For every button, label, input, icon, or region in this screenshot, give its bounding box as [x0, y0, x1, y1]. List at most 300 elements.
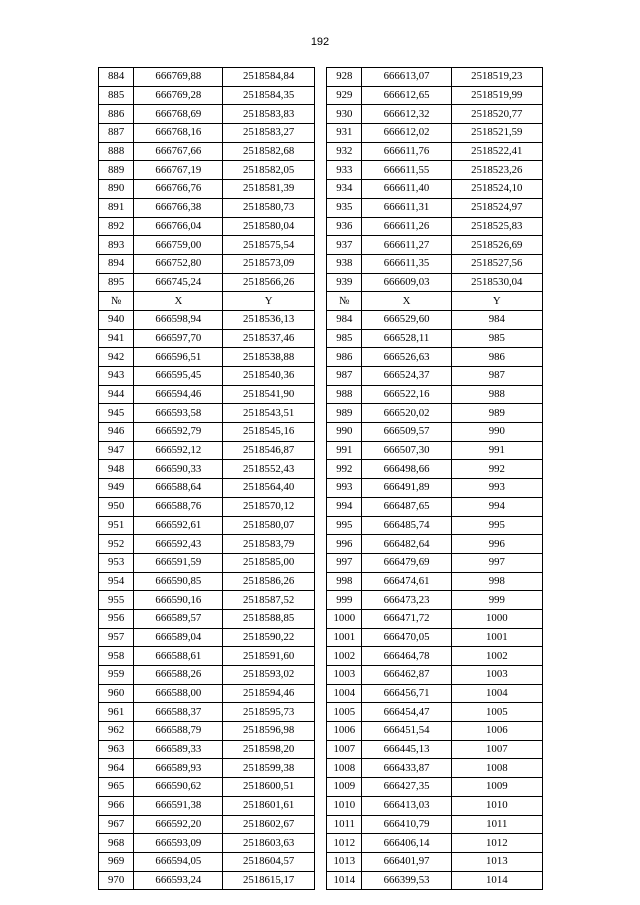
- left-x-coordinate-cell: 666745,24: [134, 273, 223, 292]
- right-point-number-cell: 1010: [327, 796, 362, 815]
- right-point-number-cell: 1013: [327, 852, 362, 871]
- right-point-number-cell: 1012: [327, 834, 362, 853]
- column-gap: [314, 778, 326, 797]
- right-point-number-cell: 1006: [327, 722, 362, 741]
- left-point-number-cell: 959: [99, 666, 134, 685]
- left-x-coordinate-cell: 666759,00: [134, 236, 223, 255]
- right-x-coordinate-cell: 666474,61: [362, 572, 451, 591]
- column-gap: [314, 852, 326, 871]
- table-row: [99, 217, 543, 236]
- left-y-coordinate-cell: 2518586,26: [223, 572, 314, 591]
- left-y-coordinate-cell: 2518546,87: [223, 441, 314, 460]
- left-point-number-cell: 952: [99, 535, 134, 554]
- left-y-coordinate-cell: 2518583,27: [223, 124, 314, 143]
- right-y-coordinate-cell: 986: [451, 348, 542, 367]
- left-y-coordinate-cell: 2518591,60: [223, 647, 314, 666]
- table-row: [99, 105, 543, 124]
- right-y-coordinate-cell: 996: [451, 535, 542, 554]
- column-gap: [314, 68, 326, 87]
- left-x-coordinate-cell: 666767,66: [134, 142, 223, 161]
- table-row: [99, 778, 543, 797]
- right-y-coordinate-cell: 995: [451, 516, 542, 535]
- table-row: [99, 142, 543, 161]
- left-y-coordinate-cell: 2518580,04: [223, 217, 314, 236]
- right-x-coordinate-cell: 666611,55: [362, 161, 451, 180]
- left-y-coordinate-cell: 2518582,68: [223, 142, 314, 161]
- column-gap: [314, 180, 326, 199]
- column-gap: [314, 684, 326, 703]
- right-point-number-cell: 938: [327, 254, 362, 273]
- left-point-number-cell: 945: [99, 404, 134, 423]
- left-y-coordinate-cell: 2518575,54: [223, 236, 314, 255]
- left-x-coordinate-cell: 666598,94: [134, 310, 223, 329]
- left-x-coordinate-cell: X: [134, 292, 223, 311]
- left-x-coordinate-cell: 666593,58: [134, 404, 223, 423]
- right-point-number-cell: 1014: [327, 871, 362, 890]
- left-point-number-cell: 958: [99, 647, 134, 666]
- right-y-coordinate-cell: 993: [451, 479, 542, 498]
- column-gap: [314, 628, 326, 647]
- column-gap: [314, 124, 326, 143]
- table-row: [99, 254, 543, 273]
- right-y-coordinate-cell: 1009: [451, 778, 542, 797]
- left-point-number-cell: 888: [99, 142, 134, 161]
- right-y-coordinate-cell: 2518525,83: [451, 217, 542, 236]
- right-point-number-cell: 996: [327, 535, 362, 554]
- right-y-coordinate-cell: 999: [451, 591, 542, 610]
- right-point-number-cell: №: [327, 292, 362, 311]
- right-y-coordinate-cell: 1012: [451, 834, 542, 853]
- column-gap: [314, 217, 326, 236]
- right-x-coordinate-cell: 666482,64: [362, 535, 451, 554]
- page-number: 192: [310, 36, 330, 48]
- left-y-coordinate-cell: 2518599,38: [223, 759, 314, 778]
- left-y-coordinate-cell: 2518580,73: [223, 198, 314, 217]
- right-y-coordinate-cell: 2518530,04: [451, 273, 542, 292]
- left-y-coordinate-cell: 2518601,61: [223, 796, 314, 815]
- left-point-number-cell: 895: [99, 273, 134, 292]
- right-x-coordinate-cell: 666498,66: [362, 460, 451, 479]
- left-point-number-cell: 951: [99, 516, 134, 535]
- left-x-coordinate-cell: 666769,28: [134, 86, 223, 105]
- right-y-coordinate-cell: 989: [451, 404, 542, 423]
- column-gap: [314, 591, 326, 610]
- right-y-coordinate-cell: 2518523,26: [451, 161, 542, 180]
- right-point-number-cell: 989: [327, 404, 362, 423]
- table-row: [99, 815, 543, 834]
- table-row: [99, 124, 543, 143]
- left-y-coordinate-cell: 2518587,52: [223, 591, 314, 610]
- table-row: [99, 553, 543, 572]
- right-x-coordinate-cell: 666485,74: [362, 516, 451, 535]
- left-point-number-cell: 965: [99, 778, 134, 797]
- left-x-coordinate-cell: 666592,43: [134, 535, 223, 554]
- left-point-number-cell: 966: [99, 796, 134, 815]
- right-x-coordinate-cell: 666487,65: [362, 497, 451, 516]
- left-y-coordinate-cell: 2518604,57: [223, 852, 314, 871]
- column-gap: [314, 759, 326, 778]
- column-gap: [314, 385, 326, 404]
- right-point-number-cell: 931: [327, 124, 362, 143]
- right-x-coordinate-cell: 666529,60: [362, 310, 451, 329]
- left-point-number-cell: 946: [99, 423, 134, 442]
- right-x-coordinate-cell: 666462,87: [362, 666, 451, 685]
- left-y-coordinate-cell: 2518602,67: [223, 815, 314, 834]
- right-x-coordinate-cell: 666464,78: [362, 647, 451, 666]
- right-x-coordinate-cell: 666611,35: [362, 254, 451, 273]
- left-y-coordinate-cell: 2518564,40: [223, 479, 314, 498]
- left-x-coordinate-cell: 666595,45: [134, 367, 223, 386]
- table-row: [99, 497, 543, 516]
- right-point-number-cell: 998: [327, 572, 362, 591]
- right-x-coordinate-cell: 666611,27: [362, 236, 451, 255]
- table-row: [99, 180, 543, 199]
- table-row: [99, 684, 543, 703]
- left-y-coordinate-cell: 2518543,51: [223, 404, 314, 423]
- column-gap: [314, 273, 326, 292]
- left-point-number-cell: 887: [99, 124, 134, 143]
- table-row: [99, 628, 543, 647]
- right-y-coordinate-cell: 1001: [451, 628, 542, 647]
- table-row: [99, 86, 543, 105]
- left-x-coordinate-cell: 666588,00: [134, 684, 223, 703]
- column-gap: [314, 740, 326, 759]
- right-y-coordinate-cell: 1007: [451, 740, 542, 759]
- left-point-number-cell: 892: [99, 217, 134, 236]
- right-point-number-cell: 1001: [327, 628, 362, 647]
- column-gap: [314, 198, 326, 217]
- column-gap: [314, 404, 326, 423]
- left-y-coordinate-cell: 2518600,51: [223, 778, 314, 797]
- right-point-number-cell: 999: [327, 591, 362, 610]
- right-x-coordinate-cell: 666470,05: [362, 628, 451, 647]
- right-point-number-cell: 1007: [327, 740, 362, 759]
- left-x-coordinate-cell: 666589,57: [134, 609, 223, 628]
- left-x-coordinate-cell: 666588,76: [134, 497, 223, 516]
- table-row: [99, 329, 543, 348]
- left-y-coordinate-cell: 2518540,36: [223, 367, 314, 386]
- column-gap: [314, 367, 326, 386]
- table-row: [99, 609, 543, 628]
- right-point-number-cell: 934: [327, 180, 362, 199]
- right-point-number-cell: 997: [327, 553, 362, 572]
- table-row: [99, 292, 543, 311]
- left-x-coordinate-cell: 666594,46: [134, 385, 223, 404]
- left-point-number-cell: 943: [99, 367, 134, 386]
- right-y-coordinate-cell: 2518524,97: [451, 198, 542, 217]
- left-x-coordinate-cell: 666768,16: [134, 124, 223, 143]
- column-gap: [314, 292, 326, 311]
- table-row: [99, 423, 543, 442]
- table-row: [99, 310, 543, 329]
- left-y-coordinate-cell: Y: [223, 292, 314, 311]
- right-point-number-cell: 984: [327, 310, 362, 329]
- right-x-coordinate-cell: 666406,14: [362, 834, 451, 853]
- left-point-number-cell: 948: [99, 460, 134, 479]
- right-point-number-cell: 987: [327, 367, 362, 386]
- right-y-coordinate-cell: 1000: [451, 609, 542, 628]
- left-x-coordinate-cell: 666592,12: [134, 441, 223, 460]
- left-x-coordinate-cell: 666588,37: [134, 703, 223, 722]
- right-y-coordinate-cell: 991: [451, 441, 542, 460]
- right-y-coordinate-cell: 998: [451, 572, 542, 591]
- left-x-coordinate-cell: 666592,61: [134, 516, 223, 535]
- right-x-coordinate-cell: 666611,31: [362, 198, 451, 217]
- table-row: [99, 591, 543, 610]
- right-point-number-cell: 936: [327, 217, 362, 236]
- table-row: [99, 535, 543, 554]
- left-y-coordinate-cell: 2518595,73: [223, 703, 314, 722]
- right-point-number-cell: 1004: [327, 684, 362, 703]
- column-gap: [314, 348, 326, 367]
- left-point-number-cell: 960: [99, 684, 134, 703]
- left-y-coordinate-cell: 2518545,16: [223, 423, 314, 442]
- left-x-coordinate-cell: 666588,79: [134, 722, 223, 741]
- right-y-coordinate-cell: 990: [451, 423, 542, 442]
- left-y-coordinate-cell: 2518541,90: [223, 385, 314, 404]
- left-point-number-cell: 953: [99, 553, 134, 572]
- right-x-coordinate-cell: 666433,87: [362, 759, 451, 778]
- coordinates-table-body: [99, 68, 543, 890]
- right-x-coordinate-cell: 666479,69: [362, 553, 451, 572]
- right-y-coordinate-cell: 985: [451, 329, 542, 348]
- left-point-number-cell: 884: [99, 68, 134, 87]
- left-x-coordinate-cell: 666590,85: [134, 572, 223, 591]
- left-x-coordinate-cell: 666589,04: [134, 628, 223, 647]
- table-row: [99, 273, 543, 292]
- left-point-number-cell: 969: [99, 852, 134, 871]
- left-x-coordinate-cell: 666588,26: [134, 666, 223, 685]
- right-x-coordinate-cell: 666524,37: [362, 367, 451, 386]
- left-x-coordinate-cell: 666596,51: [134, 348, 223, 367]
- column-gap: [314, 236, 326, 255]
- column-gap: [314, 647, 326, 666]
- right-y-coordinate-cell: 1011: [451, 815, 542, 834]
- right-point-number-cell: 985: [327, 329, 362, 348]
- right-y-coordinate-cell: 994: [451, 497, 542, 516]
- left-point-number-cell: 964: [99, 759, 134, 778]
- right-point-number-cell: 937: [327, 236, 362, 255]
- left-x-coordinate-cell: 666588,61: [134, 647, 223, 666]
- right-point-number-cell: 1003: [327, 666, 362, 685]
- right-x-coordinate-cell: 666613,07: [362, 68, 451, 87]
- table-row: [99, 796, 543, 815]
- left-point-number-cell: 947: [99, 441, 134, 460]
- right-x-coordinate-cell: 666520,02: [362, 404, 451, 423]
- table-row: [99, 404, 543, 423]
- table-row: [99, 236, 543, 255]
- column-gap: [314, 516, 326, 535]
- left-y-coordinate-cell: 2518581,39: [223, 180, 314, 199]
- left-y-coordinate-cell: 2518594,46: [223, 684, 314, 703]
- left-point-number-cell: 962: [99, 722, 134, 741]
- right-x-coordinate-cell: 666509,57: [362, 423, 451, 442]
- column-gap: [314, 86, 326, 105]
- column-gap: [314, 479, 326, 498]
- left-x-coordinate-cell: 666752,80: [134, 254, 223, 273]
- left-x-coordinate-cell: 666768,69: [134, 105, 223, 124]
- left-y-coordinate-cell: 2518596,98: [223, 722, 314, 741]
- table-row: [99, 834, 543, 853]
- column-gap: [314, 535, 326, 554]
- right-x-coordinate-cell: 666473,23: [362, 591, 451, 610]
- left-y-coordinate-cell: 2518538,88: [223, 348, 314, 367]
- table-row: [99, 441, 543, 460]
- left-y-coordinate-cell: 2518593,02: [223, 666, 314, 685]
- right-point-number-cell: 1011: [327, 815, 362, 834]
- column-gap: [314, 722, 326, 741]
- right-y-coordinate-cell: 984: [451, 310, 542, 329]
- table-row: [99, 759, 543, 778]
- right-x-coordinate-cell: 666522,16: [362, 385, 451, 404]
- column-gap: [314, 572, 326, 591]
- right-y-coordinate-cell: 1006: [451, 722, 542, 741]
- right-point-number-cell: 1000: [327, 609, 362, 628]
- column-gap: [314, 497, 326, 516]
- left-x-coordinate-cell: 666766,38: [134, 198, 223, 217]
- right-y-coordinate-cell: 2518521,59: [451, 124, 542, 143]
- left-y-coordinate-cell: 2518580,07: [223, 516, 314, 535]
- left-x-coordinate-cell: 666590,16: [134, 591, 223, 610]
- left-y-coordinate-cell: 2518583,79: [223, 535, 314, 554]
- right-x-coordinate-cell: 666611,26: [362, 217, 451, 236]
- right-y-coordinate-cell: 2518519,99: [451, 86, 542, 105]
- right-y-coordinate-cell: 997: [451, 553, 542, 572]
- right-point-number-cell: 930: [327, 105, 362, 124]
- column-gap: [314, 703, 326, 722]
- left-point-number-cell: 893: [99, 236, 134, 255]
- right-point-number-cell: 994: [327, 497, 362, 516]
- right-x-coordinate-cell: 666491,89: [362, 479, 451, 498]
- right-x-coordinate-cell: 666612,32: [362, 105, 451, 124]
- right-point-number-cell: 1005: [327, 703, 362, 722]
- right-x-coordinate-cell: 666413,03: [362, 796, 451, 815]
- left-point-number-cell: 963: [99, 740, 134, 759]
- left-y-coordinate-cell: 2518536,13: [223, 310, 314, 329]
- table-row: [99, 385, 543, 404]
- table-row: [99, 68, 543, 87]
- right-point-number-cell: 929: [327, 86, 362, 105]
- column-gap: [314, 254, 326, 273]
- left-point-number-cell: 954: [99, 572, 134, 591]
- right-x-coordinate-cell: 666612,65: [362, 86, 451, 105]
- left-x-coordinate-cell: 666589,93: [134, 759, 223, 778]
- right-x-coordinate-cell: 666611,76: [362, 142, 451, 161]
- right-x-coordinate-cell: 666609,03: [362, 273, 451, 292]
- left-x-coordinate-cell: 666767,19: [134, 161, 223, 180]
- left-point-number-cell: 889: [99, 161, 134, 180]
- left-y-coordinate-cell: 2518584,84: [223, 68, 314, 87]
- right-point-number-cell: 992: [327, 460, 362, 479]
- right-y-coordinate-cell: Y: [451, 292, 542, 311]
- right-y-coordinate-cell: 2518519,23: [451, 68, 542, 87]
- right-y-coordinate-cell: 1010: [451, 796, 542, 815]
- right-point-number-cell: 990: [327, 423, 362, 442]
- right-x-coordinate-cell: 666456,71: [362, 684, 451, 703]
- right-y-coordinate-cell: 992: [451, 460, 542, 479]
- left-y-coordinate-cell: 2518590,22: [223, 628, 314, 647]
- left-y-coordinate-cell: 2518598,20: [223, 740, 314, 759]
- right-x-coordinate-cell: 666445,13: [362, 740, 451, 759]
- left-y-coordinate-cell: 2518584,35: [223, 86, 314, 105]
- left-point-number-cell: 949: [99, 479, 134, 498]
- left-x-coordinate-cell: 666591,38: [134, 796, 223, 815]
- left-y-coordinate-cell: 2518570,12: [223, 497, 314, 516]
- column-gap: [314, 796, 326, 815]
- left-point-number-cell: 885: [99, 86, 134, 105]
- right-y-coordinate-cell: 1003: [451, 666, 542, 685]
- left-x-coordinate-cell: 666769,88: [134, 68, 223, 87]
- left-y-coordinate-cell: 2518603,63: [223, 834, 314, 853]
- right-point-number-cell: 928: [327, 68, 362, 87]
- left-y-coordinate-cell: 2518615,17: [223, 871, 314, 890]
- column-gap: [314, 871, 326, 890]
- table-row: [99, 703, 543, 722]
- left-x-coordinate-cell: 666590,33: [134, 460, 223, 479]
- column-gap: [314, 329, 326, 348]
- right-x-coordinate-cell: 666528,11: [362, 329, 451, 348]
- right-x-coordinate-cell: 666471,72: [362, 609, 451, 628]
- left-point-number-cell: 955: [99, 591, 134, 610]
- table-row: [99, 572, 543, 591]
- right-x-coordinate-cell: 666399,53: [362, 871, 451, 890]
- right-x-coordinate-cell: 666401,97: [362, 852, 451, 871]
- left-y-coordinate-cell: 2518566,26: [223, 273, 314, 292]
- coordinates-table: [98, 67, 543, 890]
- right-y-coordinate-cell: 988: [451, 385, 542, 404]
- right-point-number-cell: 993: [327, 479, 362, 498]
- left-x-coordinate-cell: 666590,62: [134, 778, 223, 797]
- left-y-coordinate-cell: 2518588,85: [223, 609, 314, 628]
- right-point-number-cell: 991: [327, 441, 362, 460]
- left-point-number-cell: 894: [99, 254, 134, 273]
- column-gap: [314, 441, 326, 460]
- left-point-number-cell: 942: [99, 348, 134, 367]
- column-gap: [314, 105, 326, 124]
- table-row: [99, 722, 543, 741]
- right-y-coordinate-cell: 1013: [451, 852, 542, 871]
- column-gap: [314, 834, 326, 853]
- left-x-coordinate-cell: 666766,04: [134, 217, 223, 236]
- left-point-number-cell: 940: [99, 310, 134, 329]
- left-x-coordinate-cell: 666591,59: [134, 553, 223, 572]
- right-x-coordinate-cell: 666427,35: [362, 778, 451, 797]
- table-row: [99, 161, 543, 180]
- column-gap: [314, 666, 326, 685]
- left-x-coordinate-cell: 666597,70: [134, 329, 223, 348]
- right-y-coordinate-cell: 1005: [451, 703, 542, 722]
- right-y-coordinate-cell: 2518524,10: [451, 180, 542, 199]
- column-gap: [314, 310, 326, 329]
- left-x-coordinate-cell: 666766,76: [134, 180, 223, 199]
- left-x-coordinate-cell: 666592,20: [134, 815, 223, 834]
- left-x-coordinate-cell: 666592,79: [134, 423, 223, 442]
- left-point-number-cell: №: [99, 292, 134, 311]
- right-y-coordinate-cell: 1004: [451, 684, 542, 703]
- left-point-number-cell: 968: [99, 834, 134, 853]
- right-point-number-cell: 988: [327, 385, 362, 404]
- left-y-coordinate-cell: 2518582,05: [223, 161, 314, 180]
- right-y-coordinate-cell: 2518522,41: [451, 142, 542, 161]
- left-y-coordinate-cell: 2518585,00: [223, 553, 314, 572]
- right-point-number-cell: 933: [327, 161, 362, 180]
- right-point-number-cell: 986: [327, 348, 362, 367]
- column-gap: [314, 609, 326, 628]
- left-point-number-cell: 891: [99, 198, 134, 217]
- right-point-number-cell: 932: [327, 142, 362, 161]
- column-gap: [314, 553, 326, 572]
- left-x-coordinate-cell: 666589,33: [134, 740, 223, 759]
